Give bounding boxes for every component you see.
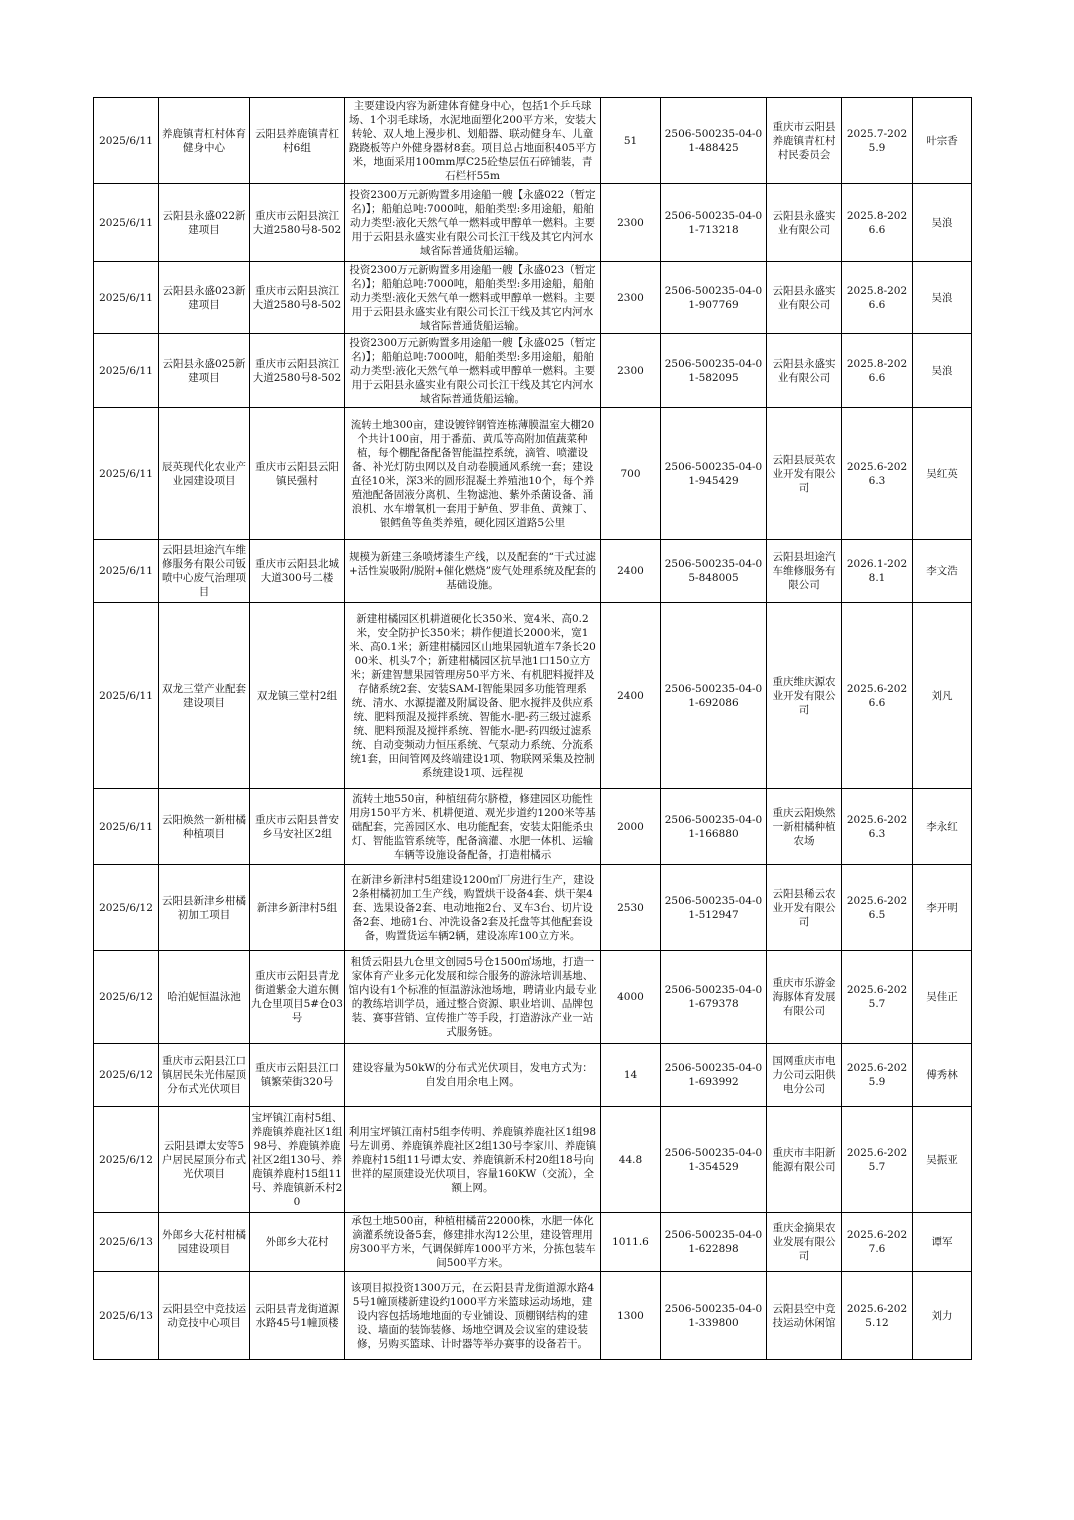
desc-text: 在新津乡新津村5组建设1200㎡厂房进行生产，建设2条柑橘初加工生产线，购置烘干设备4套、烘干架4套、选果设备2套、电动地拖2台、叉车3台、切片设备2套、地磅1台、冲洗设备2套及托盘等其他配套设备，购置货运车辆2辆，建设冻库100立方米。 <box>350 873 595 942</box>
cell-date <box>94 1272 159 1360</box>
desc-text: 投资2300万元新购置多用途船一艘【永盛023（暂定名)】；船舶总吨:7000吨，船舶类型:多用途船，船舶动力类型:液化天然气单一燃料或甲醇单一燃料。主要用于云阳县永盛实业有限公司长江干线及其它内河水域省际普通货船运输。 <box>349 263 596 332</box>
location-text: 重庆市云阳县青龙街道紫金大道东侧九仓里项目5#仓03号 <box>251 970 343 1024</box>
cell-name <box>159 951 250 1044</box>
cell-code <box>661 865 767 951</box>
cell-company <box>767 262 842 334</box>
code-text: 2506-500235-04-05-848005 <box>664 558 763 584</box>
cell-company <box>767 789 842 865</box>
contact-text: 李文浩 <box>926 565 958 577</box>
contact-text: 谭军 <box>931 1236 953 1248</box>
location-text: 云阳县青龙街道源水路45号1幢顶楼 <box>255 1302 339 1329</box>
cell-company <box>767 1272 842 1360</box>
date-text: 2025/6/12 <box>99 1069 153 1081</box>
name-text: 云阳县永盛025新建项目 <box>162 357 246 384</box>
contact-text: 吴浪 <box>931 216 953 229</box>
period-text: 2025.8-2026.6 <box>846 357 908 384</box>
cell-location <box>250 1044 345 1107</box>
company-text: 云阳县稀云农业开发有限公司 <box>772 887 836 928</box>
name-text: 云阳县谭太安等5户居民屋顶分布式光伏项目 <box>162 1139 246 1180</box>
code-text: 2506-500235-04-01-512947 <box>664 894 763 921</box>
investment-text: 2300 <box>617 364 644 377</box>
contact-text: 吴振亚 <box>926 1153 958 1166</box>
period-text: 2025.6-2026.6 <box>846 682 908 709</box>
cell-desc <box>345 603 601 789</box>
cell-date <box>94 789 159 865</box>
cell-location <box>250 262 345 334</box>
name-text: 云阳县永盛022新建项目 <box>162 209 246 236</box>
desc-text: 利用宝坪镇江南村5组李传明、养鹿镇养鹿社区1组98号左训勇、养鹿镇养鹿社区2组130号李家川、养鹿镇养鹿村15组11号谭太安、养鹿镇新禾村20组18号向世祥的屋顶建设光伏项目，容量160KW（交流），全额上网。 <box>348 1125 597 1194</box>
location-text: 重庆市云阳县滨江大道2580号8-502 <box>252 357 342 384</box>
period-text: 2025.6-2026.5 <box>846 894 908 921</box>
investment-text: 2000 <box>617 820 644 833</box>
cell-date <box>94 262 159 334</box>
cell-company <box>767 98 842 184</box>
cell-code <box>661 184 767 262</box>
cell-investment <box>601 184 661 262</box>
table-row <box>94 1044 972 1107</box>
cell-name <box>159 1213 250 1272</box>
cell-date <box>94 540 159 603</box>
company-text: 云阳县空中竞技运动休闲馆 <box>772 1302 836 1329</box>
cell-company <box>767 1044 842 1107</box>
cell-code <box>661 408 767 540</box>
cell-date <box>94 1107 159 1213</box>
contact-text: 李开明 <box>926 901 958 914</box>
company-text: 重庆金摘果农业发展有限公司 <box>772 1222 836 1262</box>
period-text: 2025.8-2026.6 <box>846 209 908 236</box>
cell-code <box>661 98 767 184</box>
location-text: 重庆市云阳县滨江大道2580号8-502 <box>252 284 342 311</box>
cell-code <box>661 603 767 789</box>
date-text: 2025/6/11 <box>99 134 153 147</box>
desc-text: 流转土地300亩，建设镀锌钢管连栋薄膜温室大棚20个共计100亩，用于番茄、黄瓜等高附加值蔬菜种植，每个棚配备配备智能温控系统，滴管、喷灌设备、补光灯防虫网以及自动卷膜通风系统一套；建设直径10米，深3米的圆形混凝土养殖池10个，每个养殖池配备固液分离机、生物滤池、紫外杀菌设备、涌浪机、水车增氧机一套用于鲈鱼、罗非鱼、黄辣丁、银鳕鱼等鱼类养殖，硬化园区道路5公里 <box>350 418 595 529</box>
contact-text: 叶宗香 <box>926 134 958 147</box>
cell-investment <box>601 98 661 184</box>
cell-investment <box>601 951 661 1044</box>
name-text: 哈泊妮恒温泳池 <box>167 991 241 1003</box>
table-row <box>94 408 972 540</box>
cell-date <box>94 1044 159 1107</box>
cell-location <box>250 1272 345 1360</box>
investment-text: 2300 <box>617 216 644 229</box>
cell-period <box>842 334 913 408</box>
table-row <box>94 865 972 951</box>
company-text: 云阳县永盛实业有限公司 <box>772 209 836 236</box>
table-row <box>94 951 972 1044</box>
cell-code <box>661 540 767 603</box>
code-text: 2506-500235-04-01-693992 <box>664 1062 763 1088</box>
cell-investment <box>601 1272 661 1360</box>
table-row <box>94 603 972 789</box>
date-text: 2025/6/13 <box>99 1236 153 1248</box>
cell-contact <box>913 951 972 1044</box>
cell-location <box>250 98 345 184</box>
investment-text: 2300 <box>617 291 644 304</box>
cell-date <box>94 98 159 184</box>
cell-date <box>94 408 159 540</box>
name-text: 辰英现代化农业产业园建设项目 <box>162 460 246 487</box>
cell-name <box>159 540 250 603</box>
cell-name <box>159 1044 250 1107</box>
table-row <box>94 184 972 262</box>
code-text: 2506-500235-04-01-713218 <box>664 209 763 236</box>
company-text: 云阳县辰英农业开发有限公司 <box>772 453 836 494</box>
desc-text: 承包土地500亩，种植柑橘苗22000株，水肥一体化滴灌系统设备5套，修建排水沟12公里，建设管理用房300平方米，气调保鲜库1000平方米，分拣包装车间500平方米。 <box>349 1215 596 1269</box>
desc-text: 投资2300万元新购置多用途船一艘【永盛022（暂定名)】；船舶总吨:7000吨，船舶类型:多用途船，船舶动力类型:液化天然气单一燃料或甲醇单一燃料。主要用于云阳县永盛实业有限公司长江干线及其它内河水域省际普通货船运输。 <box>349 188 596 257</box>
cell-contact <box>913 334 972 408</box>
date-text: 2025/6/11 <box>99 820 153 833</box>
period-text: 2025.6-2026.3 <box>846 813 908 840</box>
date-text: 2025/6/11 <box>99 216 153 229</box>
cell-date <box>94 1213 159 1272</box>
company-text: 重庆维庆源农业开发有限公司 <box>772 675 836 716</box>
cell-company <box>767 603 842 789</box>
cell-investment <box>601 1213 661 1272</box>
cell-desc <box>345 408 601 540</box>
contact-text: 吴红英 <box>926 467 958 480</box>
cell-contact <box>913 1213 972 1272</box>
date-text: 2025/6/12 <box>99 901 153 914</box>
table-row <box>94 98 972 184</box>
date-text: 2025/6/11 <box>99 467 153 480</box>
date-text: 2025/6/12 <box>99 1153 153 1166</box>
location-text: 宝坪镇江南村5组、养鹿镇养鹿社区1组98号、养鹿镇养鹿社区2组130号、养鹿镇养鹿村15组11号、养鹿镇新禾村20 <box>251 1111 343 1208</box>
cell-name <box>159 603 250 789</box>
cell-contact <box>913 1044 972 1107</box>
table-row <box>94 540 972 603</box>
cell-contact <box>913 408 972 540</box>
cell-date <box>94 603 159 789</box>
cell-period <box>842 951 913 1044</box>
cell-code <box>661 789 767 865</box>
contact-text: 吴佳正 <box>926 991 958 1003</box>
cell-period <box>842 1213 913 1272</box>
location-text: 重庆市云阳县云阳镇民强村 <box>255 460 339 487</box>
cell-location <box>250 540 345 603</box>
investment-text: 14 <box>623 1069 638 1081</box>
cell-location <box>250 603 345 789</box>
code-text: 2506-500235-04-01-622898 <box>664 1229 763 1255</box>
cell-desc <box>345 789 601 865</box>
cell-desc <box>345 1213 601 1272</box>
cell-period <box>842 865 913 951</box>
period-text: 2025.7-2025.9 <box>846 127 908 154</box>
name-text: 云阳县坦途汽车维修服务有限公司钣喷中心废气治理项目 <box>162 544 246 598</box>
company-text: 国网重庆市电力公司云阳供电分公司 <box>772 1055 836 1095</box>
cell-period <box>842 184 913 262</box>
date-text: 2025/6/12 <box>99 991 153 1003</box>
desc-text: 投资2300万元新购置多用途船一艘【永盛025（暂定名)】；船舶总吨:7000吨，船舶类型:多用途船，船舶动力类型:液化天然气单一燃料或甲醇单一燃料。主要用于云阳县永盛实业有限公司长江干线及其它内河水域省际普通货船运输。 <box>349 336 596 405</box>
cell-period <box>842 1272 913 1360</box>
investment-text: 4000 <box>617 991 644 1003</box>
cell-desc <box>345 951 601 1044</box>
cell-period <box>842 1044 913 1107</box>
date-text: 2025/6/11 <box>99 565 153 577</box>
cell-desc <box>345 262 601 334</box>
name-text: 外郎乡大花村柑橘园建设项目 <box>162 1229 246 1255</box>
cell-date <box>94 184 159 262</box>
table-row <box>94 1107 972 1213</box>
cell-code <box>661 1213 767 1272</box>
contact-text: 吴浪 <box>931 364 953 377</box>
cell-location <box>250 951 345 1044</box>
cell-date <box>94 865 159 951</box>
contact-text: 刘力 <box>931 1309 953 1322</box>
cell-code <box>661 951 767 1044</box>
cell-name <box>159 262 250 334</box>
cell-desc <box>345 1044 601 1107</box>
company-text: 重庆市云阳县养鹿镇青杠村村民委员会 <box>772 120 836 161</box>
location-text: 重庆市云阳县滨江大道2580号8-502 <box>252 209 342 236</box>
cell-location <box>250 1107 345 1213</box>
code-text: 2506-500235-04-01-692086 <box>664 682 763 709</box>
cell-investment <box>601 1044 661 1107</box>
cell-name <box>159 865 250 951</box>
cell-contact <box>913 789 972 865</box>
cell-company <box>767 334 842 408</box>
desc-text: 该项目拟投资1300万元，在云阳县青龙街道源水路45号1幢顶楼新建设约1000平方米篮球运动场地，建设内容包括场地地面的专业铺设、顶棚钢结构的建设、墙面的装饰装修、场地空调及会议室的建设装修，另购买篮球、计时器等举办赛事的设备若干。 <box>350 1281 595 1350</box>
name-text: 云阳县空中竞技运动竞技中心项目 <box>162 1302 246 1329</box>
period-text: 2025.6-2025.7 <box>846 984 908 1010</box>
name-text: 云阳焕然一新柑橘种植项目 <box>162 813 246 840</box>
period-text: 2025.6-2026.3 <box>846 460 908 487</box>
desc-text: 主要建设内容为新建体育健身中心，包括1个乒乓球场、1个羽毛球场，水泥地面塑化200平方米，安装大转轮、双人地上漫步机、划船器、联动健身车、儿童跷跷板等户外健身器材8套。项目总占地面积405平方米，地面采用100mm厚C25砼垫层伍石碎铺装，青石栏杆55m <box>348 99 597 182</box>
contact-text: 李永红 <box>926 820 958 833</box>
desc-text: 新建柑橘园区机耕道硬化长350米、宽4米、高0.2米，安全防护长350米；耕作便道长2000米，宽1米、高0.1米；新建柑橘园区山地果园轨道车7条长2000米、机头7个；新建柑橘园区抗旱池1口150立方米；新建智慧果园管理房50平方米、有机肥料搅拌及存储系统2套、安装SAM-Ⅰ智能果园多功能管理系统、清水、水源提灌及附属设备、肥水搅拌及供应系统、肥料预混及搅拌系统、智能水-肥-药三级过滤系统、肥料预混及搅拌系统、智能水-肥-药四级过滤系统、自动变频动力恒压系统、气泵动力系统、分流系统1套，田间管网及终端建设1项、物联网采集及控制系统建设1项、远程视 <box>349 612 596 779</box>
cell-period <box>842 789 913 865</box>
cell-company <box>767 865 842 951</box>
cell-location <box>250 334 345 408</box>
cell-name <box>159 334 250 408</box>
desc-text: 建设容量为50kW的分布式光伏项目，发电方式为：自发自用余电上网。 <box>352 1062 593 1088</box>
cell-name <box>159 789 250 865</box>
cell-investment <box>601 789 661 865</box>
cell-contact <box>913 1107 972 1213</box>
code-text: 2506-500235-04-01-679378 <box>664 984 763 1010</box>
cell-code <box>661 262 767 334</box>
cell-investment <box>601 603 661 789</box>
project-table-body <box>94 98 972 1360</box>
table-row <box>94 334 972 408</box>
investment-text: 51 <box>623 134 638 147</box>
cell-name <box>159 1272 250 1360</box>
code-text: 2506-500235-04-01-488425 <box>664 127 763 154</box>
cell-date <box>94 951 159 1044</box>
date-text: 2025/6/11 <box>99 291 153 304</box>
date-text: 2025/6/13 <box>99 1309 153 1322</box>
name-text: 重庆市云阳县江口镇居民朱光伟屋顶分布式光伏项目 <box>162 1055 246 1095</box>
table-row <box>94 1272 972 1360</box>
cell-contact <box>913 540 972 603</box>
investment-text: 2400 <box>617 565 644 577</box>
location-text: 新津乡新津村5组 <box>256 901 338 914</box>
table-row <box>94 1213 972 1272</box>
cell-period <box>842 1107 913 1213</box>
contact-text: 吴浪 <box>931 291 953 304</box>
cell-company <box>767 1107 842 1213</box>
company-text: 重庆市丰阳新能源有限公司 <box>772 1146 836 1173</box>
cell-code <box>661 1107 767 1213</box>
cell-code <box>661 1044 767 1107</box>
desc-text: 规模为新建三条喷烤漆生产线，以及配套的“干式过滤+活性炭吸附/脱附+催化燃烧”废气处理系统及配套的基础设施。 <box>348 551 596 591</box>
name-text: 云阳县新津乡柑橘初加工项目 <box>162 894 246 921</box>
cell-code <box>661 334 767 408</box>
cell-contact <box>913 98 972 184</box>
cell-location <box>250 865 345 951</box>
cell-investment <box>601 540 661 603</box>
cell-contact <box>913 603 972 789</box>
investment-text: 1300 <box>617 1309 644 1322</box>
name-text: 双龙三堂产业配套建设项目 <box>162 682 246 709</box>
cell-investment <box>601 408 661 540</box>
table-row <box>94 789 972 865</box>
cell-investment <box>601 334 661 408</box>
location-text: 双龙镇三堂村2组 <box>256 689 338 702</box>
cell-location <box>250 789 345 865</box>
project-table <box>93 97 972 1360</box>
code-text: 2506-500235-04-01-907769 <box>664 284 763 311</box>
cell-name <box>159 98 250 184</box>
code-text: 2506-500235-04-01-582095 <box>664 357 763 384</box>
investment-text: 2400 <box>617 689 644 702</box>
location-text: 外郎乡大花村 <box>265 1236 329 1248</box>
cell-date <box>94 334 159 408</box>
cell-desc <box>345 1107 601 1213</box>
name-text: 云阳县永盛023新建项目 <box>162 284 246 311</box>
investment-text: 44.8 <box>618 1153 643 1166</box>
cell-period <box>842 603 913 789</box>
contact-text: 刘凡 <box>931 689 953 702</box>
cell-contact <box>913 1272 972 1360</box>
cell-location <box>250 408 345 540</box>
period-text: 2025.6-2027.6 <box>846 1229 908 1255</box>
code-text: 2506-500235-04-01-945429 <box>664 460 763 487</box>
cell-period <box>842 262 913 334</box>
code-text: 2506-500235-04-01-354529 <box>664 1146 763 1173</box>
company-text: 云阳县永盛实业有限公司 <box>772 357 836 384</box>
date-text: 2025/6/11 <box>99 689 153 702</box>
cell-contact <box>913 184 972 262</box>
cell-desc <box>345 98 601 184</box>
name-text: 养鹿镇青杠村体育健身中心 <box>162 127 246 154</box>
desc-text: 流转土地550亩，种植纽荷尔脐橙，修建园区功能性用房150平方米、机耕便道、观光步道约1200米等基础配套，完善园区水、电功能配套，安装太阳能杀虫灯、智能监管系统等，配备滴灌、水肥一体机、运输车辆等设施设备配备，打造柑橘示 <box>349 792 596 861</box>
contact-text: 傅秀林 <box>926 1069 958 1081</box>
desc-text: 租赁云阳县九仓里文创园5号仓1500㎡场地，打造一家体育产业多元化发展和综合服务的游泳培训基地、馆内设有1个标准的恒温游泳池场地，聘请业内最专业的教练培训学员，通过整合资源、职业培训、品牌包装、赛事营销、宣传推广等手段，打造游泳产业一站式服务链。 <box>348 956 597 1038</box>
cell-period <box>842 540 913 603</box>
cell-investment <box>601 865 661 951</box>
cell-company <box>767 1213 842 1272</box>
cell-desc <box>345 184 601 262</box>
cell-company <box>767 540 842 603</box>
period-text: 2025.6-2025.7 <box>846 1146 908 1173</box>
company-text: 云阳县永盛实业有限公司 <box>772 284 836 311</box>
cell-investment <box>601 1107 661 1213</box>
cell-desc <box>345 334 601 408</box>
cell-desc <box>345 1272 601 1360</box>
company-text: 重庆云阳焕然一新柑橘种植农场 <box>772 806 836 847</box>
location-text: 重庆市云阳县江口镇繁荣街320号 <box>255 1062 339 1088</box>
cell-company <box>767 951 842 1044</box>
cell-name <box>159 184 250 262</box>
date-text: 2025/6/11 <box>99 364 153 377</box>
cell-name <box>159 408 250 540</box>
period-text: 2025.8-2026.6 <box>846 284 908 311</box>
cell-contact <box>913 262 972 334</box>
location-text: 云阳县养鹿镇青杠村6组 <box>255 127 339 154</box>
cell-period <box>842 408 913 540</box>
location-text: 重庆市云阳县普安乡马安社区2组 <box>255 813 339 840</box>
cell-desc <box>345 865 601 951</box>
period-text: 2025.6-2025.9 <box>846 1062 908 1088</box>
cell-location <box>250 184 345 262</box>
cell-company <box>767 184 842 262</box>
investment-text: 700 <box>620 467 641 480</box>
table-row <box>94 262 972 334</box>
company-text: 云阳县坦途汽车维修服务有限公司 <box>772 551 836 591</box>
cell-code <box>661 1272 767 1360</box>
code-text: 2506-500235-04-01-166880 <box>664 813 763 840</box>
cell-location <box>250 1213 345 1272</box>
investment-text: 2530 <box>617 901 644 914</box>
cell-name <box>159 1107 250 1213</box>
cell-contact <box>913 865 972 951</box>
period-text: 2025.6-2025.12 <box>846 1302 908 1329</box>
location-text: 重庆市云阳县北城大道300号二楼 <box>255 558 339 584</box>
period-text: 2026.1-2028.1 <box>846 558 908 584</box>
cell-investment <box>601 262 661 334</box>
cell-period <box>842 98 913 184</box>
company-text: 重庆市乐游金海豚体育发展有限公司 <box>772 977 836 1017</box>
investment-text: 1011.6 <box>612 1236 649 1248</box>
cell-company <box>767 408 842 540</box>
code-text: 2506-500235-04-01-339800 <box>664 1302 763 1329</box>
cell-desc <box>345 540 601 603</box>
